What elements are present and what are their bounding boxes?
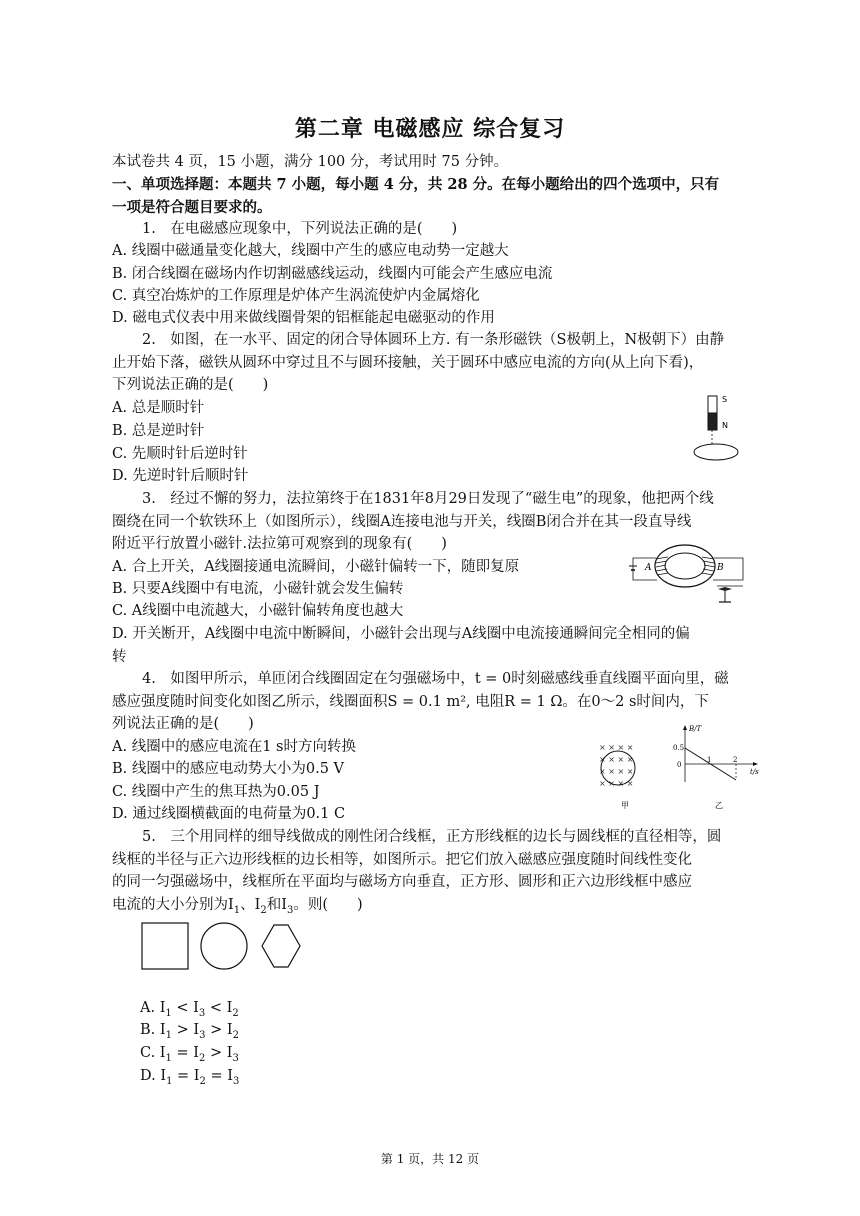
q2-option-b: B. 总是逆时针 <box>112 423 205 439</box>
q1-option-d: D. 磁电式仪表中用来做线圈骨架的铝框能起电磁驱动的作用 <box>112 310 495 326</box>
q1-stem: 1. 在电磁感应现象中，下列说法正确的是( ) <box>142 221 458 237</box>
q3-option-d-line-1: D. 开关断开，A线圈中电流中断瞬间，小磁针会出现与A线圈中电流接通瞬间完全相同的偏 <box>112 626 690 642</box>
q4-option-a: A. 线圈中的感应电流在1 s时方向转换 <box>112 739 356 755</box>
q2-stem-line-1: 2. 如图，在一水平、固定的闭合导体圆环上方. 有一条形磁铁（S极朝上，N极朝下）由静 <box>142 332 725 348</box>
figure-yi-label: 乙 <box>715 801 723 810</box>
q3-option-a: A. 合上开关，A线圈接通电流瞬间，小磁针偏转一下，随即复原 <box>112 559 520 575</box>
three-frames-figure <box>138 918 308 976</box>
hexagon-frame <box>262 925 300 967</box>
n-pole-label: N <box>722 421 728 430</box>
q3-option-d-line-2: 转 <box>112 649 127 665</box>
page-title: 第二章 电磁感应 综合复习 <box>294 116 566 142</box>
svg-text:× × × ×: × × × × <box>599 767 634 776</box>
q4-stem-line-1: 4. 如图甲所示，单匝闭合线圈固定在匀强磁场中，t = 0时刻磁感线垂直线圈平面向里，磁 <box>142 671 729 687</box>
section-heading-line-2: 一项是符合题目要求的。 <box>112 199 272 216</box>
q4-option-b: B. 线圈中的感应电动势大小为0.5 V <box>112 761 345 777</box>
iron-ring-inner <box>665 553 705 579</box>
b-tick-0-5: 0.5 <box>673 744 685 752</box>
figure-jia-label: 甲 <box>621 801 629 810</box>
q5-stem-line-2: 线框的半径与正六边形线框的边长相等，如图所示。把它们放入磁感应强度随时间线性变化 <box>112 852 692 868</box>
q3-stem-line-2: 圈绕在同一个软铁环上（如图所示），线圈A连接电池与开关，线圈B闭合并在其一段直导线 <box>112 514 692 530</box>
q4-option-c: C. 线圈中产生的焦耳热为0.05 J <box>112 784 320 800</box>
q2-option-a: A. 总是顺时针 <box>112 400 205 416</box>
magnet-s-pole <box>708 396 717 413</box>
svg-text:× × × ×: × × × × <box>599 743 634 752</box>
q5-stem-line-1: 5. 三个用同样的细导线做成的刚性闭合线框，正方形线框的边长与圆线框的直径相等，圆 <box>142 829 722 845</box>
coil-and-b-graph-figure <box>595 720 765 815</box>
q2-option-c: C. 先顺时针后逆时针 <box>112 446 248 462</box>
t-axis-label: t/s <box>750 768 759 776</box>
compass-needle <box>718 587 732 591</box>
q2-option-d: D. 先逆时针后顺时针 <box>112 468 249 484</box>
coil-a-label: A <box>645 563 652 573</box>
q1-option-b: B. 闭合线圈在磁场内作切割磁感线运动，线圈内可能会产生感应电流 <box>112 266 553 282</box>
q5-option-d: D. $I_1 = I_2 = I_3$ <box>140 1068 240 1087</box>
t-axis-arrow <box>753 762 758 766</box>
coil-b-label: B <box>717 563 724 573</box>
exam-intro: 本试卷共 4 页，15 小题，满分 100 分，考试用时 75 分钟。 <box>112 154 509 170</box>
q5-option-b: B. $I_1 > I_3 > I_2$ <box>140 1022 239 1041</box>
q5-option-c: C. $I_1 = I_2 > I_3$ <box>140 1045 239 1064</box>
q3-option-c: C. A线圈中电流越大，小磁针偏转角度也越大 <box>112 603 404 619</box>
q1-option-c: C. 真空冶炼炉的工作原理是炉体产生涡流使炉内金属熔化 <box>112 288 480 304</box>
origin-label: 0 <box>677 761 682 769</box>
q2-stem-line-2: 止开始下落，磁铁从圆环中穿过且不与圆环接触，关于圆环中感应电流的方向(从上向下看)， <box>112 355 704 371</box>
page-footer: 第 1 页，共 12 页 <box>380 1152 480 1166</box>
circle-frame <box>201 923 247 969</box>
q2-stem-line-3: 下列说法正确的是( ) <box>112 377 269 393</box>
q3-option-b: B. 只要A线圈中有电流，小磁针就会发生偏转 <box>112 581 404 597</box>
q3-stem-line-1: 3. 经过不懈的努力，法拉第终于在1831年8月29日发现了“磁生电”的现象，他把两个线 <box>142 491 714 507</box>
t-tick-1: 1 <box>707 756 712 764</box>
s-pole-label: S <box>722 395 728 404</box>
svg-text:× × × ×: × × × × <box>599 779 634 788</box>
conducting-ring <box>694 444 738 460</box>
q4-stem-line-2: 感应强度随时间变化如图乙所示，线圈面积S = 0.1 m², 电阻R = 1 Ω。在0～2 s时间内，下 <box>112 694 709 710</box>
faraday-ring-figure <box>625 540 750 608</box>
q4-stem-line-3: 列说法正确的是( ) <box>112 716 254 732</box>
b-axis-arrow <box>683 725 687 730</box>
q5-stem-line-4: 电流的大小分别为$I_1$、$I_2$和$I_3$。则( ) <box>112 897 363 916</box>
q1-option-a: A. 线圈中磁通量变化越大，线圈中产生的感应电动势一定越大 <box>112 243 509 259</box>
section-heading-line-1: 一、单项选择题：本题共 7 小题，每小题 4 分，共 28 分。在每小题给出的四个选项中，只有 <box>112 176 720 193</box>
magnet-ring-figure <box>690 390 750 465</box>
magnet-n-pole <box>708 413 717 430</box>
q4-option-d: D. 通过线圈横截面的电荷量为0.1 C <box>112 806 346 822</box>
q5-stem-line-3: 的同一匀强磁场中，线框所在平面均与磁场方向垂直，正方形、圆形和正六边形线框中感应 <box>112 874 692 890</box>
coil-a-windings <box>656 557 668 575</box>
q5-option-a: A. $I_1 < I_3 < I_2$ <box>140 1000 239 1019</box>
b-axis-label: B/T <box>689 725 702 733</box>
t-tick-2: 2 <box>733 756 738 764</box>
svg-text:× × × ×: × × × × <box>599 755 634 764</box>
square-frame <box>142 923 188 969</box>
iron-ring-outer <box>655 545 715 587</box>
q3-stem-line-3: 附近平行放置小磁针.法拉第可观察到的现象有( ) <box>112 536 447 552</box>
